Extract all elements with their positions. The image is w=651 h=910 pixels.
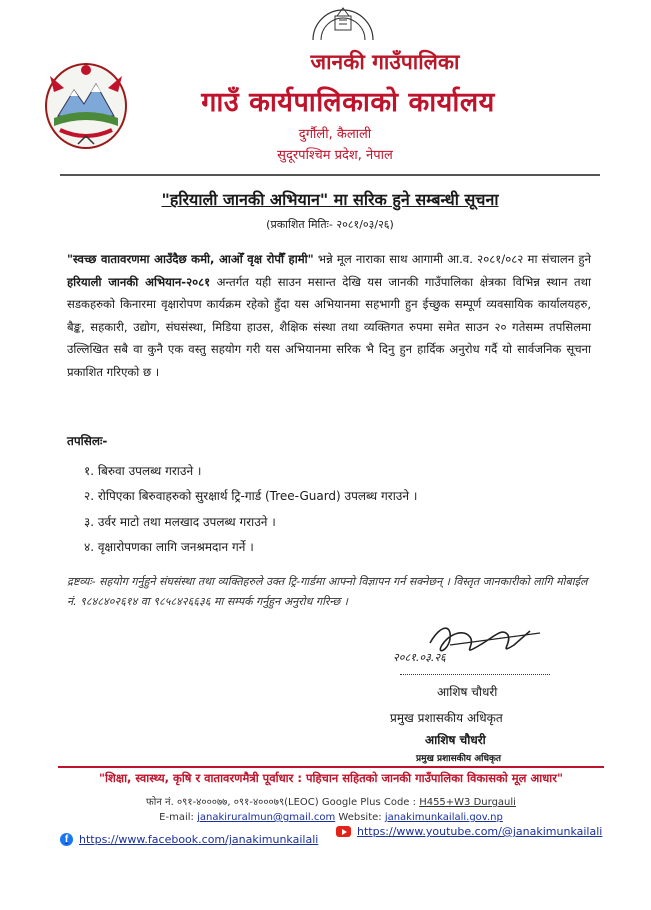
office-name: जानकी गाउँपालिका <box>310 49 460 74</box>
signer-title: प्रमुख प्रशासकीय अधिकृत <box>390 711 503 725</box>
address-line-2: सुदूरपश्चिम प्रदेश, नेपाल <box>277 148 393 163</box>
plus-code: H455+W3 Durgauli <box>419 797 516 808</box>
details-item-4: ४. वृक्षारोपणका लागि जनश्रमदान गर्ने । <box>84 540 254 554</box>
signature-line <box>400 662 550 675</box>
stamp-title: प्रमुख प्रशासकीय अधिकृत <box>416 754 502 764</box>
website-label: Website: <box>335 812 385 823</box>
facebook-icon: f <box>60 833 73 846</box>
footer-divider <box>58 766 604 768</box>
youtube-link[interactable] <box>336 825 602 838</box>
slogan-text: "स्वच्छ वातावरणमा आउँदैछ कमी, आओँ वृक्ष रोपौँ हामी" <box>67 252 314 266</box>
note-text: द्रष्टव्यः- सहयोग गर्नुहुने संघसंस्था तथा व्यक्तिहरुले उक्त ट्रि-गार्डमा आफ्नो विज्ञापन गर्न सक्नेछन् । विस्तृत जानकारीको लागि मोबाईल नं. ९८४८४०२६१४ वा ९८५८४२६६३६ मा सम्पर्क गर्नुहुन अनुरोध गरिन्छ । <box>67 575 588 608</box>
details-item-1: १. बिरुवा उपलब्ध गराउने । <box>84 464 202 478</box>
signature-date: २०८१.०३.२६ <box>393 651 446 664</box>
body-text-2: अन्तर्गत यही साउन मसान्त देखि यस जानकी गाउँपालिका क्षेत्रका विभिन्न स्थान तथा सडकहरुको किनारमा वृक्षारोपण कार्यक्रम रहेको हुँदा यस अभियानमा सहभागी हुन ईच्छुक सम्पूर्ण व्यवसायिक कार्यालयहरु, बैङ्क, सहकारी, उद्योग, संघसंस्था, मिडिया हाउस, शैक्षिक संस्था तथा व्यक्तिगत रुपमा समेत साउन २० गतेसम्म तपसिलमा उल्लिखित सबै वा कुनै एक वस्तु सहयोग गरी यस अभियानमा सरिक भै दिनु हुन हार्दिक अनुरोध गर्दै यो सार्वजनिक सूचना प्रकाशित गरिएको छ । <box>67 274 591 379</box>
campaign-name: हरियाली जानकी अभियान-२०८१ <box>67 274 211 289</box>
municipal-seal-icon <box>305 2 381 42</box>
address-line-1: दुर्गौली, कैलाली <box>298 127 372 142</box>
facebook-link[interactable] <box>60 833 318 846</box>
footer-phone: फोन नं. ०९१-४०००७७, ०९१-४०००७९(LEOC) Google Plus Code : <box>146 797 416 808</box>
footer-slogan: "शिक्षा, स्वास्थ्य, कृषि र वातावरणमैत्री पूर्वाधार : पहिचान सहितको जानकी गाउँपालिका विकासको मूल आधार" <box>99 771 563 785</box>
header-divider <box>60 174 600 176</box>
website-link[interactable]: janakimunkailali.gov.np <box>384 812 503 823</box>
youtube-url[interactable]: https://www.youtube.com/@janakimunkailali <box>357 825 603 838</box>
youtube-icon <box>336 826 351 837</box>
footer-contact <box>58 794 604 808</box>
notice-title: "हरियाली जानकी अभियान" मा सरिक हुने सम्बन्धी सूचना <box>161 190 499 209</box>
stamp-name: आशिष चौधरी <box>425 733 486 747</box>
body-text-1: भन्ने मूल नाराका साथ आगामी आ.व. २०८१/०८२ मा संचालन हुने <box>313 252 591 266</box>
details-item-2: २. रोपिएका बिरुवाहरुको सुरक्षार्थ ट्रि-गार्ड (Tree-Guard) उपलब्ध गराउने । <box>84 489 418 503</box>
facebook-url[interactable]: https://www.facebook.com/janakimunkailali <box>79 833 319 846</box>
email-link[interactable]: janakiruralmun@gmail.com <box>197 812 336 823</box>
office-title: गाउँ कार्यपालिकाको कार्यालय <box>201 87 495 118</box>
nepal-emblem-icon <box>40 56 132 152</box>
footer-email-web <box>58 812 604 823</box>
details-item-3: ३. उर्वर माटो तथा मलखाद उपलब्ध गराउने । <box>84 515 276 529</box>
signer-name: आशिष चौधरी <box>437 685 498 699</box>
published-date: (प्रकाशित मितिः- २०८१/०३/२६) <box>266 218 394 231</box>
notice-body <box>67 248 591 383</box>
email-label: E-mail: <box>159 812 198 823</box>
details-heading: तपसिलः- <box>67 434 108 448</box>
